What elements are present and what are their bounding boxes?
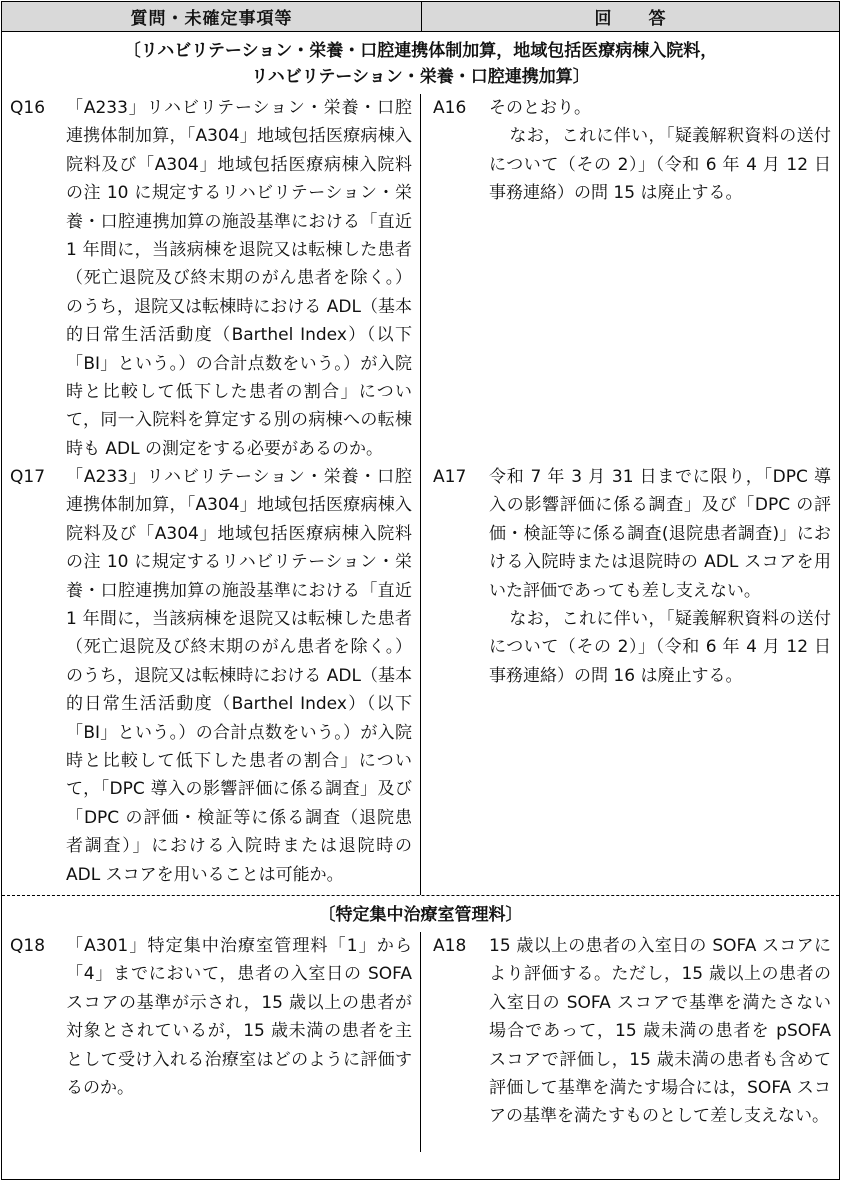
answer-cell — [421, 463, 839, 895]
question-text: 「A301」特定集中治療室管理料「1」から「4」までにおいて，患者の入室日の SOFA スコアの基準が示され，15 歳以上の患者が対象とされているが，15 歳未満の患者を主として受け入れる治療室はどのように評価するのか。 — [66, 936, 412, 1099]
question-cell — [2, 932, 421, 1152]
answer-text: 令和 7 年 3 月 31 日までに限り，「DPC 導入の影響評価に係る調査」及び「DPC の評価・検証等に係る調査(退院患者調査)」における入院時または退院時の ADL スコアを用いた評価であっても差し支えない。 — [489, 467, 831, 601]
question-number: Q17 — [10, 467, 46, 487]
question-cell — [2, 463, 421, 895]
section-title-line: 〔リハビリテーション・栄養・口腔連携体制加算，地域包括医療病棟入院料， — [123, 41, 718, 61]
answer-number: A16 — [433, 98, 467, 118]
answer-text: そのとおり。 — [489, 98, 591, 118]
section-title-line: 〔特定集中治療室管理料〕 — [318, 905, 523, 925]
answer-number: A18 — [433, 936, 467, 956]
section-title-icu — [2, 896, 839, 932]
question-number: Q18 — [10, 936, 46, 956]
answer-cell — [421, 94, 839, 463]
answer-cell — [421, 932, 839, 1152]
answer-text: 15 歳以上の患者の入室日の SOFA スコアにより評価する。ただし，15 歳以上の患者の入室日の SOFA スコアで基準を満たさない場合であって，15 歳未満の患者を pSOFA スコアで評価し，15 歳未満の患者も含めて評価して基準を満たす場合には，SOFA スコアの基準を満たすものとして差し支えない。 — [489, 936, 831, 1127]
answer-column-header: 回 答 — [594, 9, 667, 29]
answer-number: A17 — [433, 467, 467, 487]
question-number: Q16 — [10, 98, 46, 118]
question-text: 「A233」リハビリテーション・栄養・口腔連携体制加算，「A304」地域包括医療病棟入院料及び「A304」地域包括医療病棟入院料の注 10 に規定するリハビリテーション・栄養・口腔連携加算の施設基準における「直近 1 年間に，当該病棟を退院又は転棟した患者（死亡退院及び終末期のがん患者を除く。）のうち，退院又は転棟時における ADL（基本的日常生活活動度（Barthel Index）（以下「BI」という。）の合計点数をいう。）が入院時と比較して低下した患者の割合」について，「DPC 導入の影響評価に係る調査」及び「DPC の評価・検証等に係る調査（退院患者調査）」における入院時または退院時の ADL スコアを用いることは可能か。 — [66, 467, 412, 885]
answer-note: なお，これに伴い，「疑義解釈資料の送付について（その 2）」（令和 6 年 4 月 12 日事務連絡）の問 16 は廃止する。 — [489, 609, 831, 686]
section-title-line: リハビリテーション・栄養・口腔連携加算〕 — [251, 67, 590, 87]
table-header — [2, 2, 839, 32]
section-title-rehab — [2, 32, 839, 94]
question-column-header: 質問・未確定事項等 — [2, 2, 422, 31]
qa-row-17 — [2, 463, 839, 895]
question-text: 「A233」リハビリテーション・栄養・口腔連携体制加算，「A304」地域包括医療病棟入院料及び「A304」地域包括医療病棟入院料の注 10 に規定するリハビリテーション・栄養・口腔連携加算の施設基準における「直近 1 年間に，当該病棟を退院又は転棟した患者（死亡退院及び終末期のがん患者を除く。）のうち，退院又は転棟時における ADL（基本的日常生活活動度（Barthel Index）（以下「BI」という。）の合計点数をいう。）が入院時と比較して低下した患者の割合」について，同一入院料を算定する別の病棟への転棟時も ADL の測定をする必要があるのか。 — [66, 98, 412, 459]
qa-row-16 — [2, 94, 839, 463]
question-cell — [2, 94, 421, 463]
qa-row-18 — [2, 932, 839, 1152]
qa-table — [1, 1, 840, 1180]
answer-note: なお，これに伴い，「疑義解釈資料の送付について（その 2）」（令和 6 年 4 月 12 日事務連絡）の問 15 は廃止する。 — [489, 126, 831, 204]
